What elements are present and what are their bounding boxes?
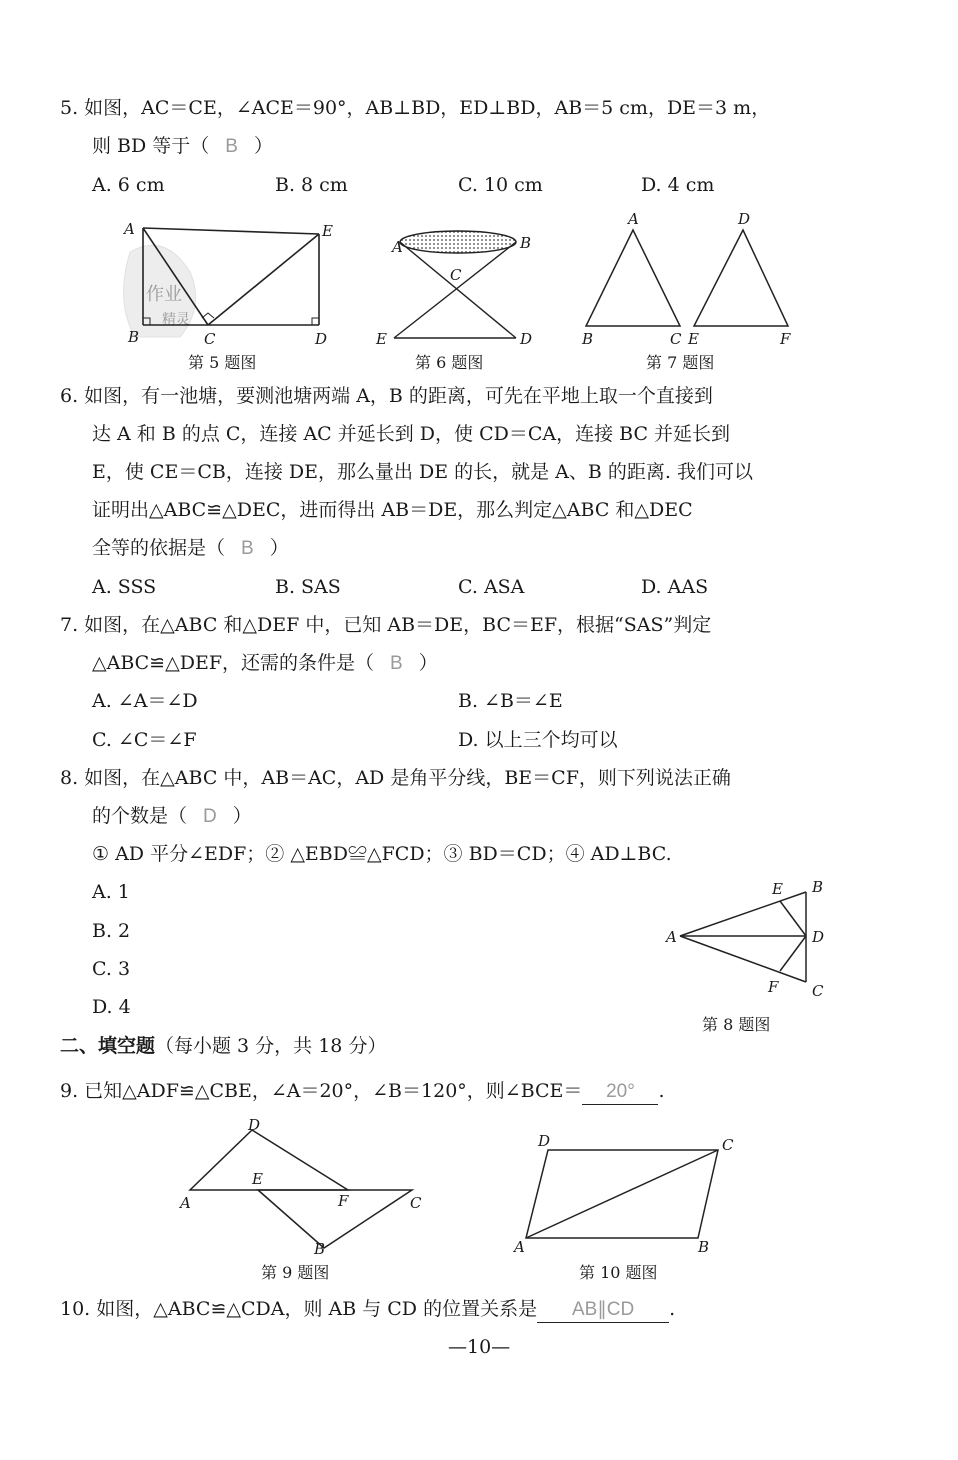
fig6-label-c: C	[450, 266, 462, 284]
fig8-label-f: F	[768, 978, 779, 996]
fig8-label-a: A	[666, 928, 677, 946]
q10-period: .	[669, 1298, 676, 1320]
fig9-label-f: F	[338, 1192, 349, 1210]
q9-period: .	[658, 1080, 665, 1102]
fig10-label-d: D	[538, 1132, 551, 1150]
q7-line2	[92, 651, 438, 676]
fig6-label-b: B	[520, 234, 532, 252]
figure-5	[110, 212, 340, 352]
section-2-subtitle: （每小题 3 分，共 18 分）	[155, 1035, 387, 1057]
fig8-label-b: B	[812, 878, 824, 896]
q7-stem: △ABC≌△DEF，还需的条件是（	[92, 652, 375, 674]
q8-option-a: A. 1	[92, 881, 130, 903]
q8-option-c: C. 3	[92, 958, 131, 980]
q8-line1: 8. 如图，在△ABC 中，AB＝AC，AD 是角平分线，BE＝CF，则下列说法正确	[60, 767, 731, 789]
fig9-caption: 第 9 题图	[261, 1263, 330, 1282]
fig5-label-e: E	[322, 222, 333, 240]
q8-option-d: D. 4	[92, 996, 131, 1018]
fig9-label-b: B	[314, 1240, 326, 1258]
q6-answer: B	[241, 538, 254, 559]
q5-answer: B	[225, 136, 238, 157]
q5-line2	[92, 134, 273, 159]
figure-8	[664, 874, 834, 1004]
q10-stem: 10. 如图，△ABC≌△CDA，则 AB 与 CD 的位置关系是	[60, 1298, 538, 1320]
fig8-caption: 第 8 题图	[702, 1015, 771, 1034]
fig7-label-b: B	[582, 330, 594, 348]
q8-answer: D	[203, 806, 217, 827]
q6-option-b: B. SAS	[275, 576, 341, 598]
fig10-label-c: C	[722, 1136, 734, 1154]
fig5-label-b: B	[128, 328, 140, 346]
q7-option-c: C. ∠C＝∠F	[92, 729, 197, 751]
fig10-label-b: B	[698, 1238, 710, 1256]
figure-6	[372, 218, 542, 350]
q9-line	[60, 1079, 664, 1105]
figure-10	[508, 1128, 748, 1260]
fig10-label-a: A	[514, 1238, 525, 1256]
q9-stem: 9. 已知△ADF≌△CBE，∠A＝20°，∠B＝120°，则∠BCE＝	[60, 1080, 583, 1102]
q10-line	[60, 1297, 675, 1323]
fig8-label-d: D	[812, 928, 825, 946]
figure-9	[176, 1114, 428, 1260]
q5-option-b: B. 8 cm	[275, 174, 348, 196]
q5-paren: ）	[253, 135, 273, 157]
q6-line1: 6. 如图，有一池塘，要测池塘两端 A，B 的距离，可先在平地上取一个直接到	[60, 385, 713, 407]
q6-stem: 全等的依据是（	[92, 537, 226, 559]
q8-option-b: B. 2	[92, 920, 131, 942]
fig9-label-a: A	[180, 1194, 191, 1212]
fig6-label-a: A	[392, 238, 403, 256]
q5-option-d: D. 4 cm	[641, 174, 715, 196]
section-2-heading	[60, 1034, 386, 1058]
q7-option-b: B. ∠B＝∠E	[458, 690, 563, 712]
q10-answer: AB∥CD	[537, 1298, 669, 1323]
q6-option-a: A. SSS	[92, 576, 157, 598]
watermark-text1: 作业	[146, 284, 182, 305]
watermark-text2: 精灵	[162, 312, 190, 328]
fig5-label-c: C	[204, 330, 216, 348]
fig5-label-d: D	[315, 330, 328, 348]
fig8-label-e: E	[772, 880, 783, 898]
q7-line1: 7. 如图，在△ABC 和△DEF 中，已知 AB＝DE，BC＝EF，根据“SAS”判定	[60, 614, 712, 636]
q5-line1: 5. 如图，AC＝CE，∠ACE＝90°，AB⊥BD，ED⊥BD，AB＝5 cm，DE＝3 m，	[60, 97, 771, 119]
q7-option-d: D. 以上三个均可以	[458, 729, 618, 751]
q8-paren: ）	[232, 805, 252, 827]
q6-line2: 达 A 和 B 的点 C，连接 AC 并延长到 D，使 CD＝CA，连接 BC 并延长到	[92, 423, 731, 445]
fig7-label-a: A	[628, 210, 639, 228]
q8-stem: 的个数是（	[92, 805, 188, 827]
q5-option-c: C. 10 cm	[458, 174, 543, 196]
page-number: —10—	[448, 1336, 511, 1358]
q7-answer: B	[390, 653, 403, 674]
fig9-label-c: C	[410, 1194, 422, 1212]
fig7-label-e: E	[688, 330, 699, 348]
section-2-title: 二、填空题	[60, 1035, 156, 1057]
q8-line3: ① AD 平分∠EDF；② △EBD≌△FCD；③ BD＝CD；④ AD⊥BC.	[92, 843, 672, 865]
figure-7	[576, 206, 796, 350]
q6-option-c: C. ASA	[458, 576, 525, 598]
q6-line4: 证明出△ABC≌△DEC，进而得出 AB＝DE，那么判定△ABC 和△DEC	[92, 499, 693, 521]
q6-paren: ）	[269, 537, 289, 559]
fig7-label-d: D	[738, 210, 751, 228]
fig7-label-f: F	[780, 330, 791, 348]
fig10-caption: 第 10 题图	[579, 1263, 658, 1282]
q6-line3: E，使 CE＝CB，连接 DE，那么量出 DE 的长，就是 A、B 的距离. 我们可以	[92, 461, 753, 483]
fig7-caption: 第 7 题图	[646, 353, 715, 372]
fig9-label-d: D	[248, 1116, 261, 1134]
q5-option-a: A. 6 cm	[92, 174, 165, 196]
q5-stem: 则 BD 等于（	[92, 135, 210, 157]
fig7-label-c: C	[670, 330, 682, 348]
q7-paren: ）	[418, 652, 438, 674]
fig6-caption: 第 6 题图	[415, 353, 484, 372]
q6-line5	[92, 536, 289, 561]
fig5-label-a: A	[124, 220, 135, 238]
q8-line2	[92, 804, 252, 829]
fig5-caption: 第 5 题图	[188, 353, 257, 372]
fig8-label-c: C	[812, 982, 824, 1000]
q6-option-d: D. AAS	[641, 576, 709, 598]
fig9-label-e: E	[252, 1170, 263, 1188]
q7-option-a: A. ∠A＝∠D	[92, 690, 198, 712]
fig6-label-d: D	[520, 330, 533, 348]
fig6-label-e: E	[376, 330, 387, 348]
q9-answer: 20°	[582, 1080, 658, 1105]
